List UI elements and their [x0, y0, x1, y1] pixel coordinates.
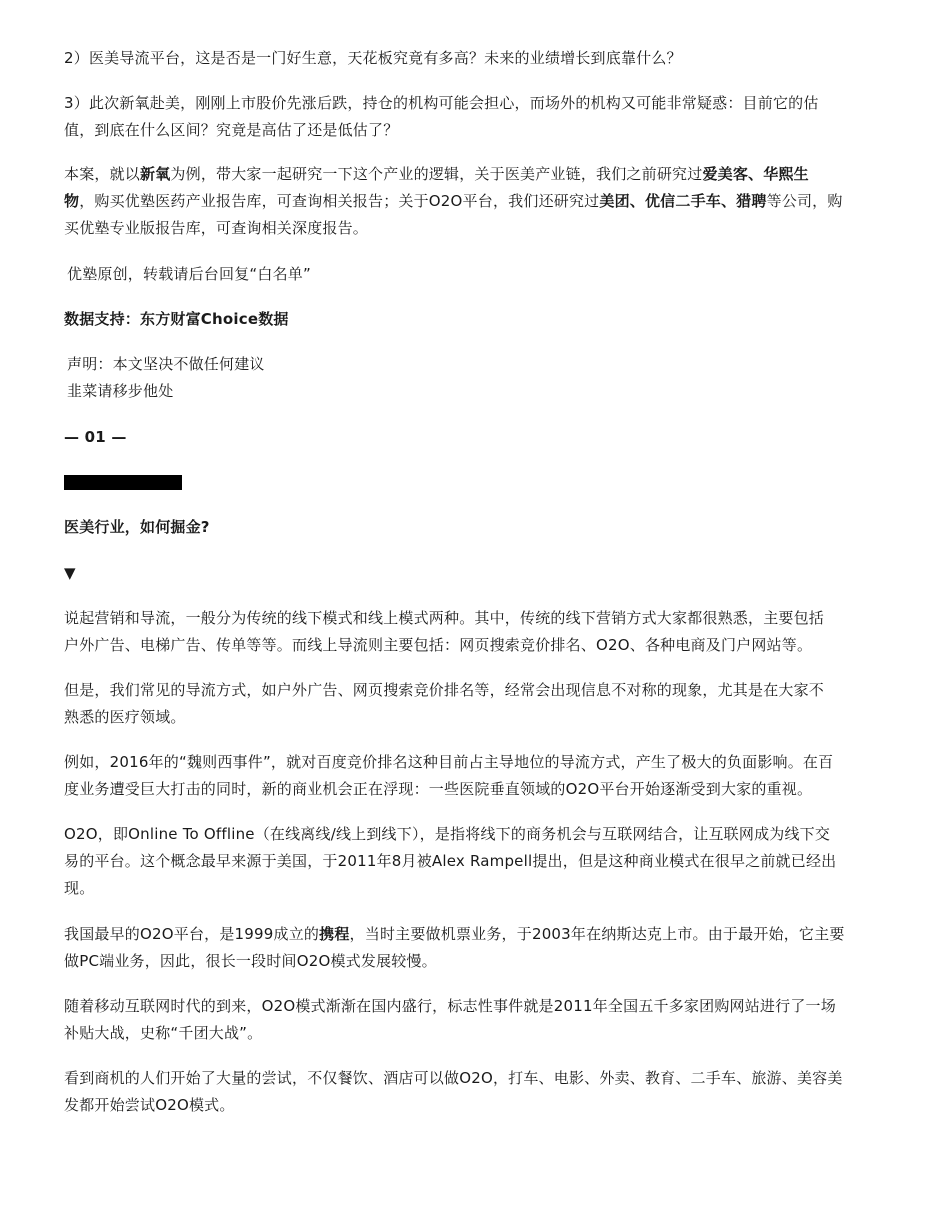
body-paragraph-6: 随着移动互联网时代的到来，O2O模式渐渐在国内盛行，标志性事件就是2011年全国五千多家团购网站进行了一场 补贴大战，史称“千团大战”。	[64, 997, 836, 1042]
redacted-block	[64, 475, 182, 490]
question-3: 3）此次新氧赴美，刚刚上市股价先涨后跌，持仓的机构可能会担心，而场外的机构又可能非常疑惑：目前它的估 值，到底在什么区间？究竟是高估了还是低估了？	[64, 94, 819, 139]
data-support-notice: 数据支持：东方财富Choice数据	[64, 310, 289, 328]
company-names-1: 爱美客、华熙生	[702, 165, 809, 183]
original-notice: 优塾原创，转载请后台回复“白名单”	[67, 265, 311, 283]
body-paragraph-3: 例如，2016年的“魏则西事件”，就对百度竞价排名这种目前占主导地位的导流方式，产生了极大的负面影响。在百 度业务遭受巨大打击的同时，新的商业机会正在浮现：一些医院垂直领域的O2O平台开始逐渐受到大家的重视。	[64, 753, 834, 798]
body-paragraph-7: 看到商机的人们开始了大量的尝试，不仅餐饮、酒店可以做O2O，打车、电影、外卖、教育、二手车、旅游、美容美 发都开始尝试O2O模式。	[64, 1069, 843, 1114]
body-paragraph-2: 但是，我们常见的导流方式，如户外广告、网页搜索竞价排名等，经常会出现信息不对称的现象，尤其是在大家不 熟悉的医疗领域。	[64, 681, 825, 726]
body-paragraph-4: O2O，即Online To Offline（在线离线/线上到线下），是指将线下的商务机会与互联网结合，让互联网成为线下交 易的平台。这个概念最早来源于美国，于2011年8月被Alex Rampell提出，但是这种商业模式在很早之前就已经出 现。	[64, 825, 837, 897]
company-names-2: 美团、优信二手车、猎聘	[599, 192, 767, 210]
company-link-xinyang: 新氧	[140, 165, 171, 183]
body-paragraph-5: 我国最早的O2O平台，是1999成立的携程，当时主要做机票业务，于2003年在纳斯达克上市。由于最开始，它主要 做PC端业务，因此，很长一段时间O2O模式发展较慢。	[64, 925, 845, 970]
question-2: 2）医美导流平台，这是否是一门好生意，天花板究竟有多高？未来的业绩增长到底靠什么？	[64, 49, 682, 67]
section-number: — 01 —	[64, 428, 127, 446]
section-heading: 医美行业，如何掘金?	[64, 518, 210, 536]
intro-paragraph: 本案，就以新氧为例，带大家一起研究一下这个产业的逻辑，关于医美产业链，我们之前研究过爱美客、华熙生 物，购买优塾医药产业报告库，可查询相关报告；关于O2O平台，我们还研究过美团、优信二手车、猎聘等公司，购 买优塾专业版报告库，可查询相关深度报告。	[64, 165, 843, 237]
disclaimer: 声明：本文坚决不做任何建议 韭菜请移步他处	[67, 355, 265, 400]
body-paragraph-1: 说起营销和导流，一般分为传统的线下模式和线上模式两种。其中，传统的线下营销方式大家都很熟悉，主要包括 户外广告、电梯广告、传单等等。而线上导流则主要包括：网页搜索竞价排名、O2O、各种电商及门户网站等。	[64, 609, 825, 654]
down-arrow-icon: ▼	[64, 564, 76, 582]
